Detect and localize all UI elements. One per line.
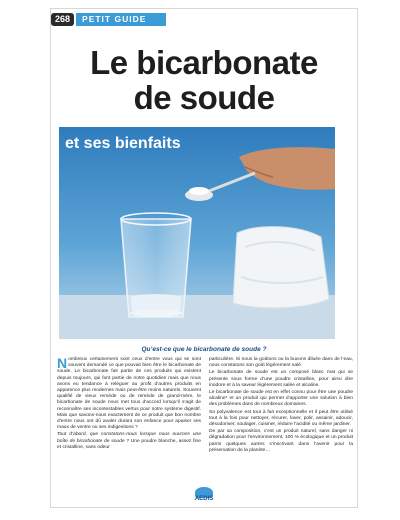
photo-illustration [59,127,335,339]
paragraph: Sa polyvalence est tout à fait exceptionnelle et il peut être utilisé tout à la fois pour nettoyer, récurer, laver, polir, assainir, adoucir, désodoriser, soulager, cuisiner, réduire l’acidité ou même jardiner. [209,409,353,428]
title-line-2: de soude [133,79,275,116]
drop-cap: N [57,355,68,371]
text-column-right [209,357,353,481]
publisher-logo [193,487,215,503]
paragraph: Nombreux certainement sont ceux d’entre vous qui se sont souvent demandé ce que pouvait bien être le bicarbonate de soude. Le bicarbonate fait partie de ces produits qui existent depuis toujours, qui font partie de notre quotidien mais que nous avons eu tendance à reléguer au profit d’autres produits en apparence plus modernes mais peut-être moins naturels. Souvent qualifié de vieux remède ou de remède de grand-mère, le bicarbonate de soude nous met tous d’accord lorsqu’il s’agit de reconnaître ses incontestables vertus pour notre système digestif. Mais que savons-nous exactement de ce produit que bon nombre d’entre nous ont dû avaler durant son enfance pour apaiser ses maux de ventre ou ses indigestions ? [57,355,201,431]
paragraph: De par sa composition, c’est un produit naturel, sans danger ni dégradation pour l’environnement, 100 % écologique et un produit parmi quelques autres s’inscrivant dans l’avenir pour la préservation de la planète… [209,429,353,453]
series-name: PETIT GUIDE [76,13,166,26]
bag-of-powder [233,227,329,308]
paragraph: Tout d’abord, que constatons-nous lorsque nous ouvrons une boîte de bicarbonate de soude ? Une poudre blanche, assez fine et cristalline, sans odeur [57,432,201,450]
glass-of-water [121,213,191,317]
paragraph: Le bicarbonate de soude est en effet connu pour être une poudre alcaline* et un produit qui permet d’apporter une solution à bien des problèmes dans de nombreux domaines. [209,390,353,408]
cover-photo [59,127,335,339]
paragraph: Le bicarbonate de soude est un composé blanc mat qui se présente sous forme d’une poudre cristalline, pour ainsi dire inodore et à la saveur légèrement salée et alcaline. [209,370,353,388]
series-number: 268 [51,13,74,26]
title-line-1: Le bicarbonate [90,44,318,81]
series-header [51,12,166,26]
body-text [57,357,353,481]
book-cover [50,8,358,508]
section-question: Qu’est-ce que le bicarbonate de soude ? [141,346,267,353]
book-subtitle: et ses bienfaits [65,135,181,152]
book-title [51,45,357,115]
paragraph: particulière. Si nous la goûtons ou la buvons diluée dans de l’eau, nous constatons son goût légèrement salé. [209,357,353,369]
text-column-left [57,357,201,481]
publisher-name: AEDIS [194,496,214,502]
